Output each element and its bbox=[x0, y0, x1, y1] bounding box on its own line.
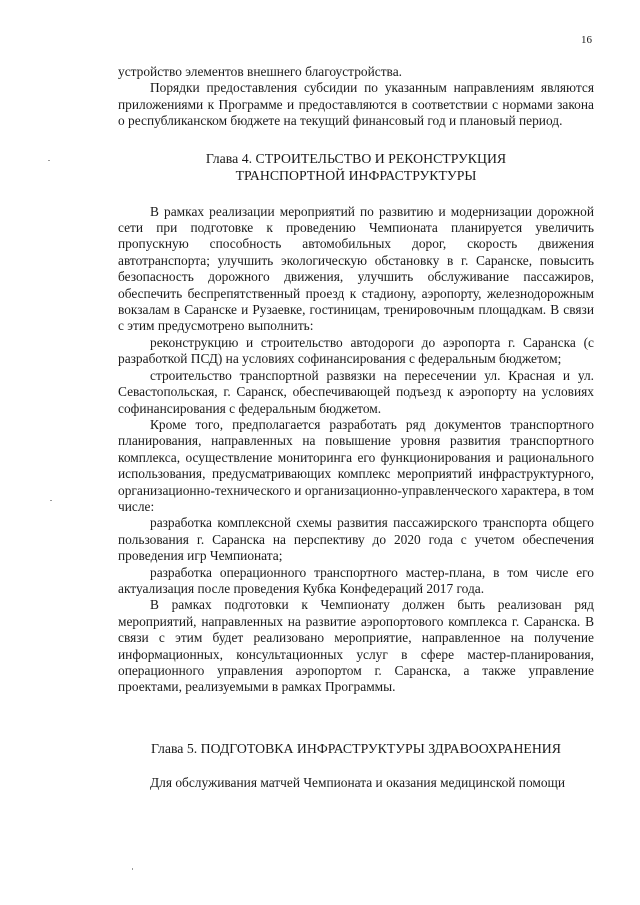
chapter-4-paragraph-5: разработка комплексной схемы развития пассажирского транспорта общего пользования г. Саранска на перспективу до 2020 года с учетом обеспечения проведения игр Чемпионата; bbox=[118, 515, 594, 564]
chapter-4-title-line-2: ТРАНСПОРТНОЙ ИНФРАСТРУКТУРЫ bbox=[235, 167, 477, 183]
paragraph-intro-2: Порядки предоставления субсидии по указанным направлениям являются приложениями к Программе и предоставляются в соответствии с нормами закона о республиканском бюджете на текущий финансовый год и плановый период. bbox=[118, 80, 594, 129]
chapter-4-paragraph-7: В рамках подготовки к Чемпионату должен быть реализован ряд мероприятий, направленных на развитие аэропортового комплекса г. Саранска. В связи с этим будет реализовано мероприятие, направленное на получение информационных, консультационных услуг в сфере мастер-планирования, операционного управления аэропортом г. Саранска, а также управление проектами, реализуемыми в рамках Программы. bbox=[118, 597, 594, 695]
chapter-4-paragraph-4: Кроме того, предполагается разработать ряд документов транспортного планирования, направленных на повышение уровня развития транспортного комплекса, осуществление мониторинга его функционирования и рационального использования, предусматривающих комплекс мероприятий инфраструктурного, организационно-технического и организационно-управленческого характера, в том числе: bbox=[118, 416, 594, 514]
page-number: 16 bbox=[581, 34, 592, 46]
chapter-5-paragraph-1: Для обслуживания матчей Чемпионата и оказания медицинской помощи bbox=[150, 774, 566, 790]
chapter-4-paragraph-6: разработка операционного транспортного мастер-плана, в том числе его актуализация после проведения Кубка Конфедераций 2017 года. bbox=[118, 564, 594, 596]
scan-mark bbox=[48, 160, 50, 161]
chapter-4-paragraph-3: строительство транспортной развязки на пересечении ул. Красная и ул. Севастопольская, г. Саранск, обеспечивающей подъезд к аэропорту на условиях софинансирования с федеральным бюджетом. bbox=[118, 367, 594, 416]
chapter-4-paragraph-1: В рамках реализации мероприятий по развитию и модернизации дорожной сети при подготовке к проведению Чемпионата планируется увеличить пропускную способность автомобильных дорог, скорость движения автотранспорта; улучшить экологическую обстановку в г. Саранске, повысить безопасность дорожного движения, улучшить обслуживание пассажиров, обеспечить беспрепятственный проезд к стадиону, аэропорту, железнодорожным вокзалам в Саранске и Рузаевке, гостиницам, тренировочным площадкам. В связи с этим предусмотрено выполнить: bbox=[118, 203, 594, 334]
chapter-5-heading: Глава 5. ПОДГОТОВКА ИНФРАСТРУКТУРЫ ЗДРАВООХРАНЕНИЯ bbox=[151, 740, 561, 756]
page-content bbox=[118, 64, 594, 791]
scan-mark bbox=[50, 500, 52, 501]
paragraph-intro-1: устройство элементов внешнего благоустройства. bbox=[118, 64, 402, 79]
chapter-4-title-line-1: Глава 4. СТРОИТЕЛЬСТВО И РЕКОНСТРУКЦИЯ bbox=[205, 150, 507, 166]
scan-mark bbox=[132, 868, 133, 870]
chapter-4-heading bbox=[118, 150, 594, 184]
chapter-4-paragraph-2: реконструкцию и строительство автодороги до аэропорта г. Саранска (с разработкой ПСД) на условиях софинансирования с федеральным бюджетом; bbox=[118, 334, 594, 367]
